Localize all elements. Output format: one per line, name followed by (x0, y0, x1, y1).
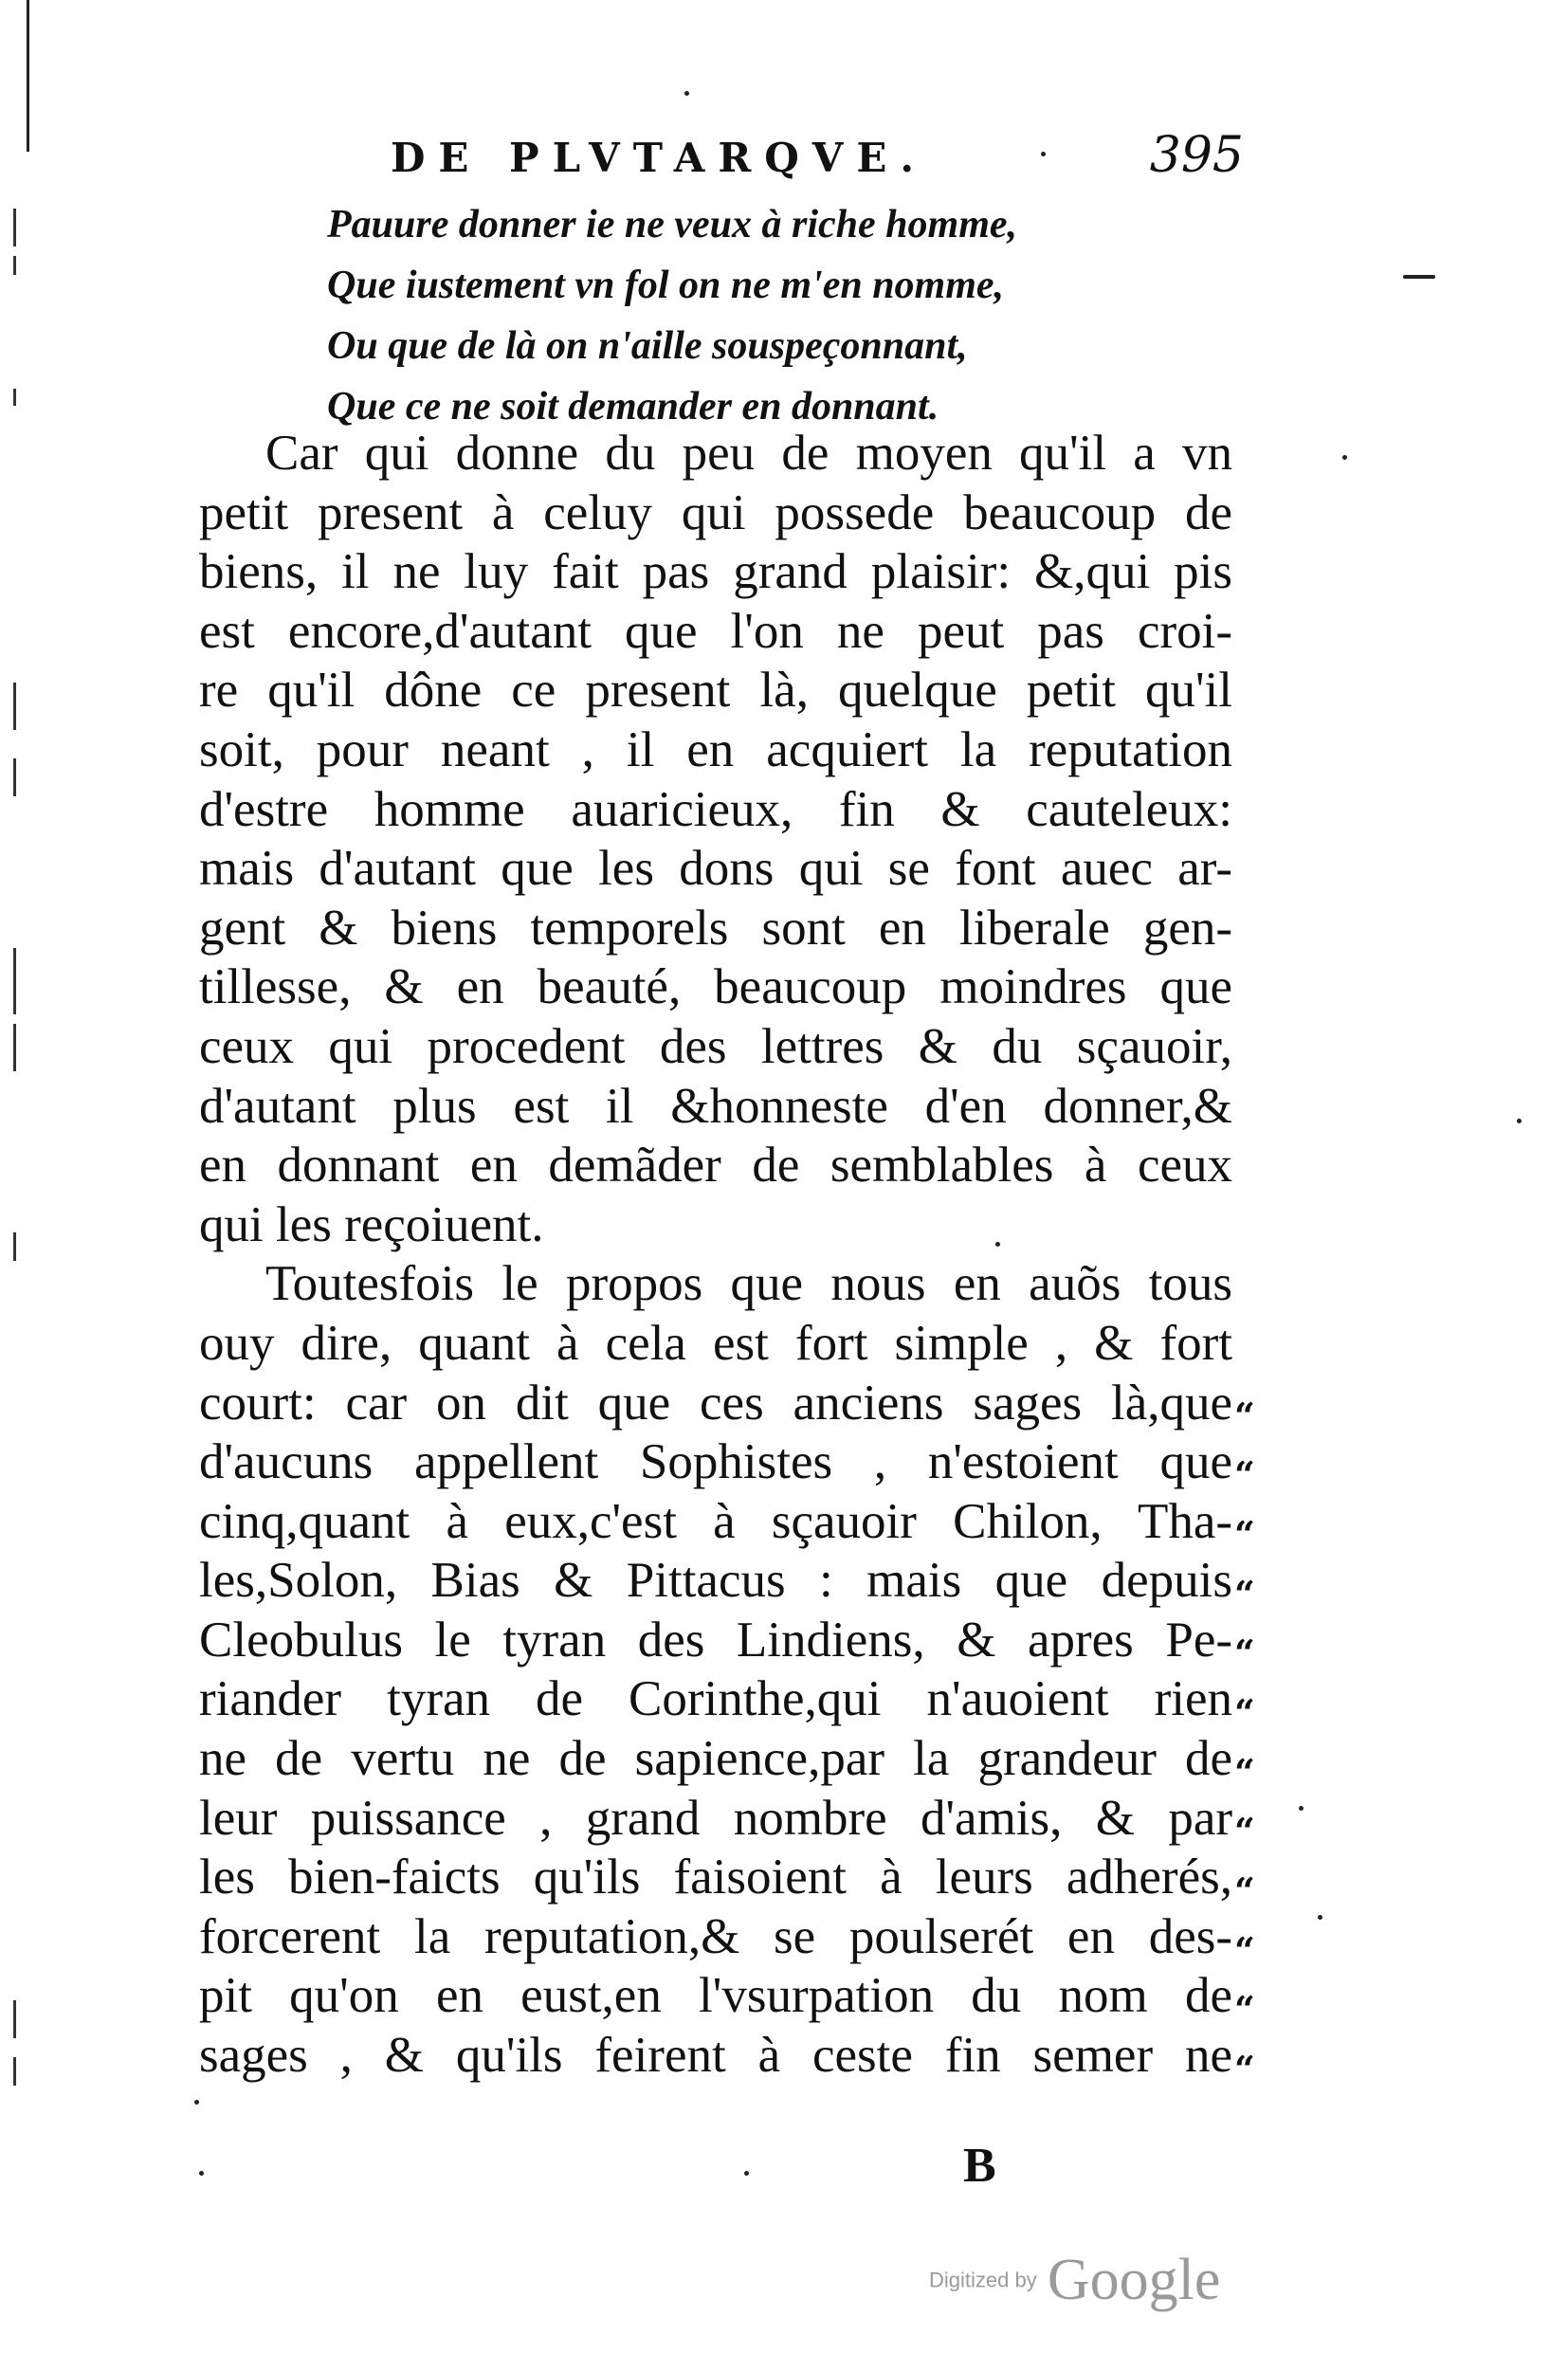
text-line: soit, pour neant , il en acquiert la reputation (199, 721, 1232, 777)
text-line: leur puissance , grand nombre d'amis, & par (199, 1790, 1232, 1846)
quote-mark: “ (1234, 1513, 1255, 1556)
quote-mark: “ (1234, 2048, 1255, 2090)
text-line: d'autant plus est il &honneste d'en donner,& (199, 1078, 1232, 1134)
quote-mark: “ (1234, 1453, 1255, 1496)
quote-mark: “ (1234, 1929, 1255, 1972)
running-head: DE PLVTARQVE. (391, 135, 928, 181)
quote-mark: “ (1234, 1751, 1255, 1794)
paragraph-1 (199, 424, 1232, 1254)
page-number: 395 (1149, 127, 1244, 184)
text-line: gent & biens temporels sont en liberale gen- (199, 900, 1232, 956)
text-line: est encore,d'autant que l'on ne peut pas croi- (199, 603, 1232, 659)
text-line: pit qu'on en eust,en l'vsurpation du nom de (199, 1968, 1232, 2024)
quote-mark: “ (1234, 1869, 1255, 1912)
signature-mark: B (963, 2139, 996, 2193)
page-header (391, 121, 1244, 197)
text-line: tillesse, & en beauté, beaucoup moindres que (199, 959, 1232, 1015)
text-line: Car qui donne du peu de moyen qu'il a vn (265, 426, 1232, 481)
text-line: sages , & qu'ils feirent à ceste fin semer ne (199, 2028, 1232, 2084)
text-line: les,Solon, Bias & Pittacus : mais que depuis (199, 1553, 1232, 1609)
verse-line: Pauure donner ie ne veux à riche homme, (327, 203, 1018, 246)
text-line: biens, il ne luy fait pas grand plaisir: &,qui pis (199, 544, 1232, 600)
text-line: court: car on dit que ces anciens sages là,que (199, 1375, 1232, 1431)
verse-line: Ou que de là on n'aille souspeçonnant, (327, 324, 968, 368)
text-line: les bien-faicts qu'ils faisoient à leurs adherés, (199, 1850, 1232, 1905)
verse-line: Que ce ne soit demander en donnant. (327, 385, 939, 428)
quote-mark: “ (1234, 1632, 1255, 1674)
quote-mark: “ (1234, 1395, 1255, 1437)
text-line: ne de vertu ne de sapience,par la grandeur de (199, 1731, 1232, 1787)
text-line: forcerent la reputation,& se poulserét en des- (199, 1908, 1232, 1964)
verse-line: Que iustement vn fol on ne m'en nomme, (327, 264, 1005, 307)
quote-mark: “ (1234, 1988, 1255, 2031)
google-logo: Google (1047, 2248, 1221, 2312)
paragraph-2 (199, 1254, 1232, 2085)
text-line: d'estre homme auaricieux, fin & cauteleux: (199, 781, 1232, 837)
text-line: riander tyran de Corinthe,qui n'auoient rien (199, 1671, 1232, 1727)
text-line: re qu'il dône ce present là, quelque petit qu'il (199, 663, 1232, 719)
text-line: ouy dire, quant à cela est fort simple , & fort (199, 1315, 1232, 1371)
text-line: mais d'autant que les dons qui se font auec ar- (199, 841, 1232, 897)
quote-mark: “ (1234, 1691, 1255, 1734)
binding-edge-line (27, 0, 29, 152)
text-line: Toutesfois le propos que nous en auõs tous (265, 1256, 1232, 1312)
verse-quotation (327, 194, 1256, 437)
body-text (199, 424, 1232, 2086)
text-line: d'aucuns appellent Sophistes , n'estoient que (199, 1434, 1232, 1490)
text-line: qui les reçoiuent. (199, 1196, 544, 1252)
quote-mark: “ (1234, 1810, 1255, 1852)
text-line: ceux qui procedent des lettres & du sçauoir, (199, 1018, 1232, 1074)
text-line: en donnant en demãder de semblables à ceux (199, 1138, 1232, 1194)
digitization-watermark (929, 2247, 1220, 2314)
quote-mark: “ (1234, 1573, 1255, 1615)
text-line: Cleobulus le tyran des Lindiens, & apres Pe- (199, 1612, 1232, 1668)
watermark-prefix: Digitized by (929, 2268, 1037, 2292)
text-line: petit present à celuy qui possede beaucoup de (199, 484, 1232, 540)
text-line: cinq,quant à eux,c'est à sçauoir Chilon, Tha- (199, 1493, 1232, 1549)
